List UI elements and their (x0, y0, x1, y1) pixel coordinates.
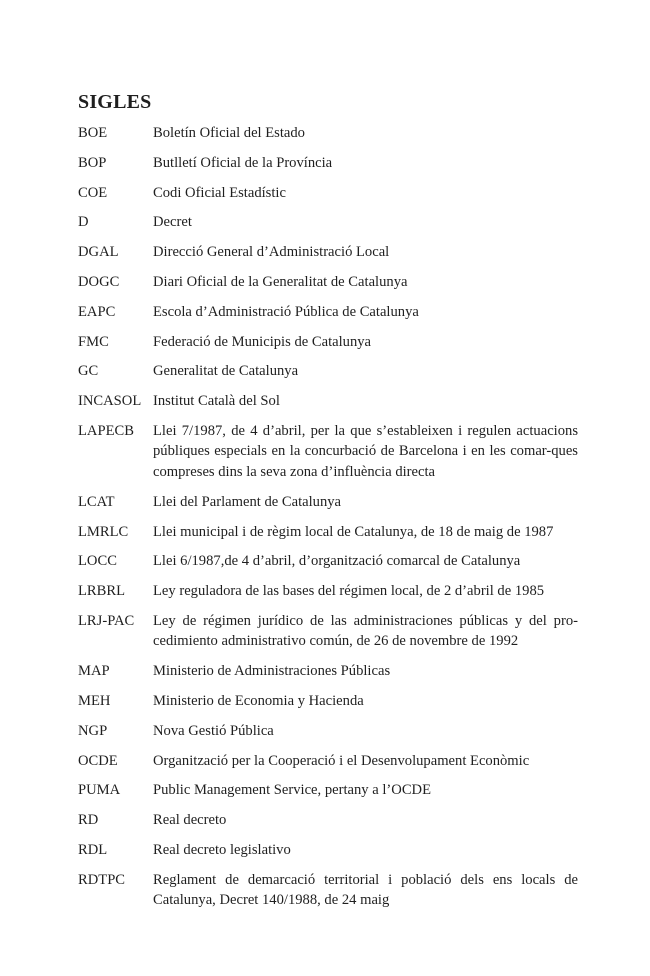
abbreviation-row (78, 611, 578, 652)
abbreviation-row (78, 242, 578, 263)
abbreviation-row (78, 551, 578, 572)
abbreviation-definition: Llei 6/1987,de 4 d’abril, d’organització comarcal de Catalunya (153, 553, 521, 570)
abbreviation-term: BOE (78, 125, 108, 141)
abbreviation-row (78, 272, 578, 293)
abbreviations-page (78, 89, 578, 920)
abbreviation-definition: Federació de Municipis de Catalunya (153, 333, 372, 350)
abbreviation-term: PUMA (78, 782, 121, 799)
abbreviation-definition: Public Management Service, pertany a l’OCDE (153, 782, 432, 799)
abbreviation-definition: Llei del Parlament de Catalunya (153, 493, 342, 510)
abbreviation-term: MEH (78, 693, 111, 710)
abbreviation-term: RDTPC (78, 871, 126, 888)
abbreviation-definition: Boletín Oficial del Estado (153, 125, 305, 141)
abbreviation-term: LOCC (78, 553, 117, 570)
abbreviation-row (78, 212, 578, 233)
abbreviation-term: RDL (78, 842, 108, 859)
abbreviation-term: LRBRL (78, 583, 126, 600)
abbreviation-row (78, 840, 578, 861)
abbreviation-row (78, 661, 578, 682)
abbreviation-term: DOGC (78, 273, 120, 290)
abbreviation-term: FMC (78, 333, 109, 350)
abbreviation-term: RD (78, 812, 99, 829)
abbreviation-definition: Codi Oficial Estadístic (153, 184, 286, 201)
abbreviation-term: BOP (78, 154, 107, 171)
abbreviation-row (78, 302, 578, 323)
abbreviation-term: INCASOL (78, 393, 142, 410)
abbreviation-row (78, 332, 578, 353)
abbreviation-definition: Diari Oficial de la Generalitat de Catalunya (153, 273, 408, 290)
abbreviation-term: COE (78, 184, 108, 201)
page-title: SIGLES (78, 91, 152, 113)
abbreviation-definition: Ley reguladora de las bases del régimen local, de 2 d’abril de 1985 (153, 583, 545, 600)
abbreviation-row (78, 361, 578, 382)
abbreviation-term: LMRLC (78, 523, 129, 540)
abbreviation-definition: Ley de régimen jurídico de las administraciones públicas y del pro-cedimiento administrativo común, de 26 de novembre de 1992 (153, 612, 578, 650)
abbreviation-definition: Decret (153, 214, 192, 231)
abbreviation-term: D (78, 214, 89, 231)
abbreviation-definition: Escola d’Administració Pública de Catalunya (153, 303, 419, 320)
abbreviation-term: MAP (78, 663, 110, 680)
abbreviation-definition: Nova Gestió Pública (153, 722, 274, 739)
abbreviation-row (78, 780, 578, 801)
abbreviation-row (78, 123, 578, 144)
abbreviation-row (78, 153, 578, 174)
abbreviation-row (78, 421, 578, 483)
abbreviation-term: DGAL (78, 244, 119, 261)
abbreviation-row (78, 492, 578, 513)
abbreviation-definition: Generalitat de Catalunya (153, 363, 299, 380)
abbreviation-term: GC (78, 363, 99, 380)
abbreviation-definition: Organització per la Cooperació i el Desenvolupament Econòmic (153, 752, 530, 769)
abbreviation-definition: Butlletí Oficial de la Província (153, 154, 333, 171)
abbreviation-row (78, 391, 578, 412)
abbreviation-row (78, 581, 578, 602)
abbreviation-term: LAPECB (78, 422, 134, 439)
abbreviation-definition: Llei municipal i de règim local de Catalunya, de 18 de maig de 1987 (153, 523, 554, 540)
abbreviation-definition: Institut Català del Sol (153, 393, 280, 410)
abbreviation-row (78, 810, 578, 831)
abbreviation-definition: Llei 7/1987, de 4 d’abril, per la que s’estableixen i regulen actuacions públiques especials en la concurbació de Barcelona i en les comar-ques compreses dins la seva zona d’influència directa (153, 422, 578, 480)
abbreviation-definition: Direcció General d’Administració Local (153, 244, 390, 261)
abbreviation-row (78, 691, 578, 712)
abbreviation-term: LCAT (78, 493, 115, 510)
abbreviation-row (78, 751, 578, 772)
abbreviation-row (78, 870, 578, 911)
abbreviation-definition: Real decreto legislativo (153, 842, 291, 859)
abbreviation-term: NGP (78, 722, 108, 739)
abbreviation-definition: Ministerio de Economia y Hacienda (153, 693, 364, 710)
abbreviation-term: OCDE (78, 752, 118, 769)
abbreviation-row (78, 183, 578, 204)
abbreviation-term: LRJ-PAC (78, 612, 135, 629)
abbreviation-term: EAPC (78, 303, 116, 320)
abbreviation-definition: Real decreto (153, 812, 227, 829)
abbreviation-row (78, 721, 578, 742)
abbreviation-definition: Reglament de demarcació territorial i població dels ens locals de Catalunya, Decret 140/1988, de 24 maig (153, 871, 578, 909)
abbreviation-row (78, 522, 578, 543)
abbreviation-list (78, 123, 578, 911)
abbreviation-definition: Ministerio de Administraciones Públicas (153, 663, 391, 680)
